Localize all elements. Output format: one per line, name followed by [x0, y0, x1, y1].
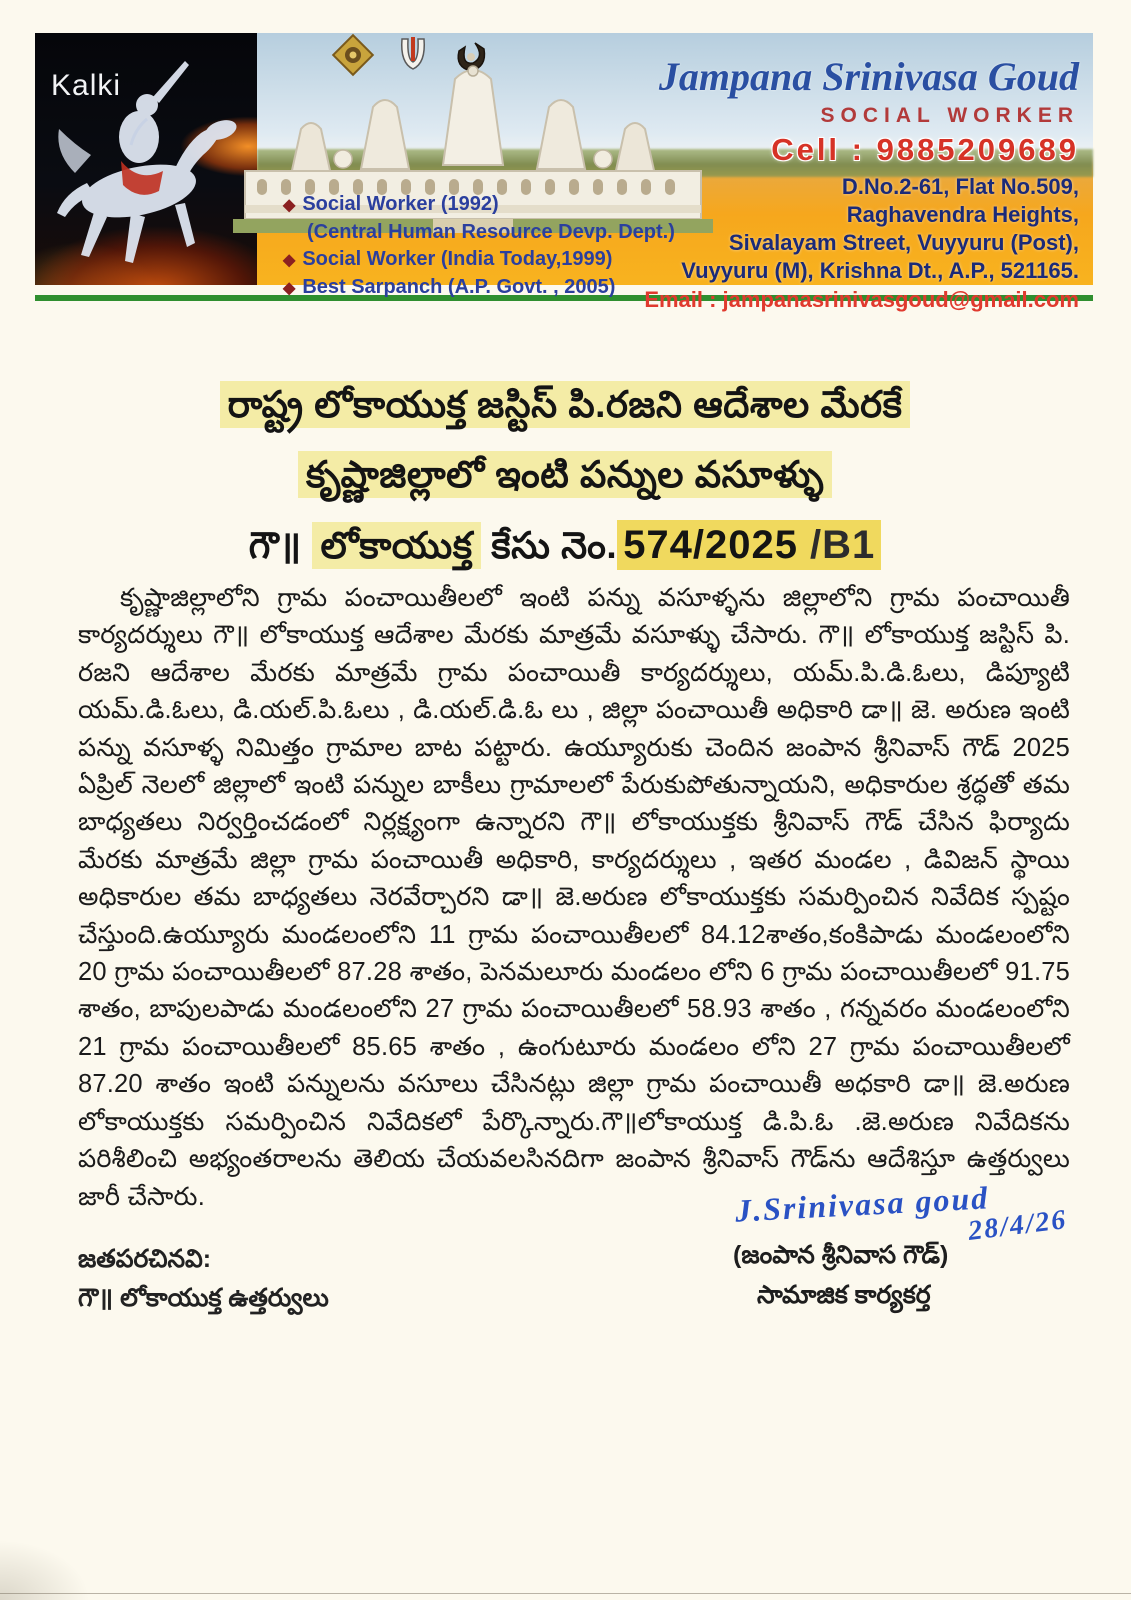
headline-text: రాష్ట్ర లోకాయుక్త జస్టిస్ పి.రజని ఆదేశాల మేరకే	[220, 381, 911, 428]
handwritten-signature: J.Srinivasa goud	[734, 1179, 991, 1229]
address-block	[644, 173, 1079, 285]
headline-block	[60, 383, 1070, 594]
namam-icon	[402, 37, 425, 69]
handwritten-date: 28/4/26	[966, 1204, 1070, 1247]
diamond-bullet-icon: ◆	[283, 280, 296, 297]
person-name: Jampana Srinivasa Goud	[658, 54, 1079, 99]
headline-text: కేసు నెం.	[480, 525, 618, 566]
credential-item	[283, 191, 675, 246]
credential-text: Social Worker (1992)	[302, 193, 499, 215]
letterhead	[35, 33, 1093, 312]
letter-body-paragraph: కృష్ణాజిల్లాలోని గ్రామ పంచాయితీలలో ఇంటి పన్ను వసూళ్ళను జిల్లాలోని గ్రామ పంచాయితీ కార్యదర్శులు గౌ॥ లోకాయుక్త ఆదేశాల మేరకు మాత్రమే వసూళ్ళు చేసారు. గౌ॥ లోకాయుక్త జస్టిస్ పి. రజని ఆదేశాల మేరకు మాత్రమే గ్రామ పంచాయితీ కార్యదర్శులు, యమ్.పి.డి.ఓలు, డిప్యూటి యమ్.డి.ఓలు, డి.యల్.పి.ఓలు , డి.యల్.డి.ఓ లు , జిల్లా పంచాయితీ అధికారి డా॥ జె. అరుణ ఇంటి పన్ను వసూళ్ళ నిమిత్తం గ్రామాల బాట పట్టారు. ఉయ్యూరుకు చెందిన జంపాన శ్రీనివాస్ గౌడ్ 2025 ఏప్రిల్ నెలలో జిల్లాలో ఇంటి పన్నుల బాకీలు గ్రామాలలో పేరుకుపోతున్నాయని, అధికారుల శ్రద్ధతో తమ బాధ్యతలు నిర్వర్తించడంలో నిర్లక్ష్యంగా ఉన్నారని గౌ॥ లోకాయుక్తకు శ్రీనివాస్ గౌడ్ చేసిన ఫిర్యాదు మేరకు మాత్రమే జిల్లా గ్రామ పంచాయితీ అధికారి, కార్యదర్శులు , ఇతర మండల , డివిజన్ స్థాయి అధికారుల తమ బాధ్యతలు నెరవేర్చారని డా॥ జె.అరుణ లోకాయుక్తకు సమర్పించిన నివేదిక స్పష్టం చేస్తుంది.ఉయ్యూరు మండలంలోని 11 గ్రామ పంచాయితీలలో 84.12శాతం,కంకిపాడు మండలంలోని 20 గ్రామ పంచాయితీలలో 87.28 శాతం, పెనమలూరు మండలం లోని 6 గ్రామ పంచాయితీలలో 91.75 శాతం, బాపులపాడు మండలంలోని 27 గ్రామ పంచాయితీలలో 58.93 శాతం , గన్నవరం మండలంలోని 21 గ్రామ పంచాయితీలలో 85.65 శాతం , ఉంగుటూరు మండలం లోని 27 గ్రామ పంచాయితీలలో 87.20 శాతం ఇంటి పన్నులను వసూలు చేసినట్లు జిల్లా గ్రామ పంచాయితీ అధకారి డా॥ జె.అరుణ లోకాయుక్తకు సమర్పించిన నివేదికలో పేర్కొన్నారు.గౌ॥లోకాయుక్త డి.పి.ఓ .జె.అరుణ నివేదికను పరిశీలించి అభ్యంతరాలను తెలియ చేయవలసినదిగా జంపాన శ్రీనివాస్ గౌడ్‌ను ఆదేశిస్తూ ఉత్తర్వులు జారీ చేసారు.	[78, 584, 1070, 1211]
diamond-bullet-icon: ◆	[283, 197, 296, 214]
enclosures-item: గౌ॥ లోకాయుక్త ఉత్తర్వులు	[78, 1284, 329, 1312]
email-address: Email : jampanasrinivasgoud@gmail.com	[644, 287, 1079, 312]
case-number: 574/2025	[617, 520, 804, 570]
enclosures-label: జతపరచినవి:	[78, 1245, 212, 1273]
address-line: D.No.2-61, Flat No.509,	[841, 174, 1079, 199]
credential-text: Best Sarpanch (A.P. Govt. , 2005)	[302, 276, 616, 298]
credential-text: Social Worker (India Today,1999)	[302, 248, 613, 270]
address-line: Sivalayam Street, Vuyyuru (Post),	[728, 230, 1079, 255]
headline-text: కృష్ణాజిల్లాలో ఇంటి పన్నుల వసూళ్ళు	[298, 451, 832, 498]
scan-edge-line	[0, 1593, 1131, 1594]
headline-line-1	[60, 383, 1070, 427]
scan-corner-shadow	[0, 1540, 90, 1600]
credential-subtext: (Central Human Resource Devp. Dept.)	[307, 221, 675, 243]
credential-item	[283, 246, 675, 274]
signatory-designation: సామాజిక కార్యకర్త	[757, 1281, 931, 1309]
headline-text: గౌ॥	[248, 525, 313, 566]
kalki-label: Kalki	[51, 69, 122, 102]
case-number-suffix: /B1	[804, 520, 881, 570]
headline-text: లోకాయుక్త	[312, 522, 480, 569]
headline-line-2	[60, 453, 1070, 497]
chakra-icon	[333, 35, 373, 75]
address-line: Raghavendra Heights,	[846, 202, 1079, 227]
credentials-list	[283, 191, 675, 302]
header-contact-block	[644, 53, 1079, 313]
kalki-image	[35, 33, 257, 285]
signatory-printed-name: (జంపాన శ్రీనివాస గౌడ్)	[733, 1241, 949, 1269]
diamond-bullet-icon: ◆	[283, 252, 296, 269]
address-line: Vuyyuru (M), Krishna Dt., A.P., 521165.	[681, 258, 1079, 283]
credential-item	[283, 274, 675, 302]
headline-line-3	[60, 523, 1070, 568]
person-role: SOCIAL WORKER	[820, 104, 1079, 127]
enclosures-block	[78, 1240, 329, 1318]
cell-number: Cell : 9885209689	[771, 132, 1079, 167]
